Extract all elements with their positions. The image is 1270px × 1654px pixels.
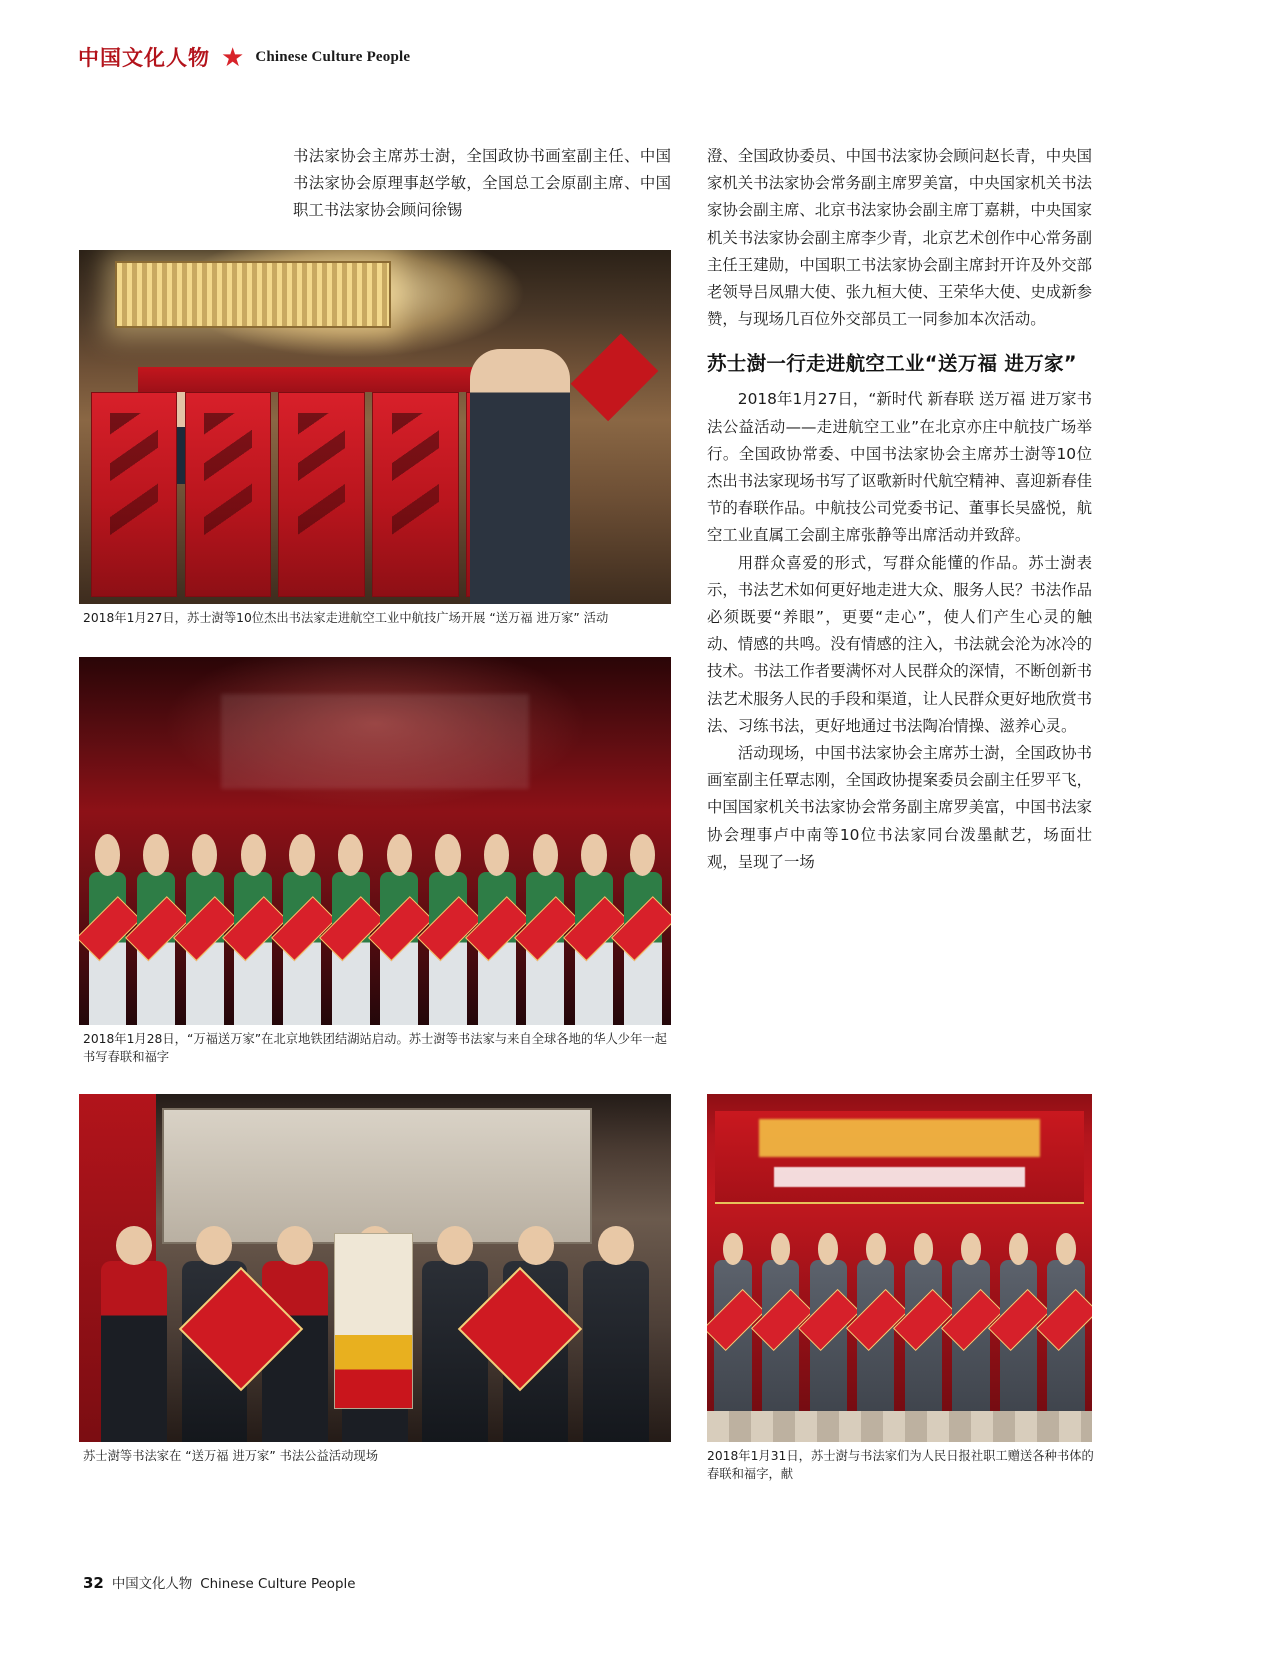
right-paragraph-4: 活动现场，中国书法家协会主席苏士澍，全国政协书画室副主任覃志刚，全国政协提案委员会副主任罗平飞，中国国家机关书法家协会常务副主席罗美富，中国书法家协会理事卢中南等10位书法家同台泼墨献艺，场面壮观，呈现了一场 (707, 744, 1092, 871)
star-icon: ★ (221, 42, 245, 72)
photo-detail-scroll (91, 392, 177, 597)
photo-writing-event (79, 250, 671, 604)
figure-subway-launch (79, 657, 671, 1025)
right-column (707, 143, 1092, 876)
photo-detail-child (328, 834, 373, 1025)
figure-caption: 2018年1月28日，“万福送万家”在北京地铁团结湖站启动。苏士澍等书法家与来自全球各地的华人少年一起书写春联和福字 (83, 1032, 667, 1064)
photo-detail-child (279, 834, 324, 1025)
photo-detail-child (377, 834, 422, 1025)
photo-detail-chinese-knot (571, 334, 659, 422)
section-heading: 苏士澍一行走进航空工业“送万福 进万家” (707, 352, 1077, 376)
figure-writing-event (79, 250, 671, 604)
page-number: 32 (83, 1574, 104, 1592)
photo-detail-child (425, 834, 470, 1025)
photo-detail-child (231, 834, 276, 1025)
right-paragraph-2: 2018年1月27日，“新时代 新春联 送万福 进万家书法公益活动——走进航空工业”在北京亦庄中航技广场举行。全国政协常委、中国书法家协会主席苏士澍等10位杰出书法家现场书写了讴歌新时代航空精神、喜迎新春佳节的春联作品。中航技公司党委书记、董事长吴盛悦，航空工业直属工会副主席张静等出席活动并致辞。 (707, 390, 1092, 545)
photo-detail-scroll (185, 392, 271, 597)
photo-detail-hanging-scroll (334, 1233, 413, 1409)
photo-detail-ceiling-light (115, 261, 391, 329)
photo-detail-banner-headline (759, 1119, 1040, 1157)
right-paragraph-3: 用群众喜爱的形式，写群众能懂的作品。苏士澍表示，书法艺术如何更好地走进大众、服务人民？书法作品必须既要“养眼”，更要“走心”，使人们产生心灵的触动、情感的共鸣。没有情感的注入，书法就会沦为冰冷的技术。书法工作者要满怀对人民群众的深情，不断创新书法艺术服务人民的手段和渠道，让人民群众更好地欣赏书法、习练书法，更好地通过书法陶冶情操、滋养心灵。 (707, 553, 1092, 735)
photo-detail-stage-banner (715, 1111, 1085, 1203)
figure-caption: 2018年1月27日，苏士澍等10位杰出书法家走进航空工业中航技广场开展 “送万福 进万家” 活动 (83, 611, 609, 625)
figure-public-welfare-scene (79, 1094, 671, 1442)
photo-detail-person (579, 1226, 654, 1442)
photo-detail-scroll (278, 392, 364, 597)
photo-detail-speaker (470, 349, 571, 604)
photo-detail-child (474, 834, 519, 1025)
photo-detail-child (523, 834, 568, 1025)
photo-detail-person (97, 1226, 172, 1442)
photo-detail-child (620, 834, 665, 1025)
masthead-cn-title: 中国文化人物 (78, 44, 210, 70)
footer-en-title: Chinese Culture People (200, 1577, 356, 1592)
photo-detail-scroll (372, 392, 458, 597)
photo-detail-floor (707, 1411, 1092, 1442)
photo-subway-launch (79, 657, 671, 1025)
figure-caption: 苏士澍等书法家在 “送万福 进万家” 书法公益活动现场 (83, 1449, 378, 1463)
masthead (78, 44, 410, 70)
figure-caption: 2018年1月31日，苏士澍与书法家们为人民日报社职工赠送各种书体的春联和福字，献 (707, 1449, 1094, 1481)
figure-peoples-daily (707, 1094, 1092, 1442)
photo-detail-child (571, 834, 616, 1025)
photo-detail-banner-subline (774, 1167, 1025, 1187)
photo-detail-child (134, 834, 179, 1025)
photo-detail-exhibition-wall (162, 1108, 592, 1244)
photo-detail-child (85, 834, 130, 1025)
right-paragraph-1: 澄、全国政协委员、中国书法家协会顾问赵长青，中央国家机关书法家协会常务副主席罗美富，中央国家机关书法家协会副主席、北京书法家协会副主席丁嘉耕，中央国家机关书法家协会副主席李少青，北京艺术创作中心常务副主任王建勋，中国职工书法家协会副主席封开许及外交部老领导吕凤鼎大使、张九桓大使、王荣华大使、史成新参赞，与现场几百位外交部员工一同参加本次活动。 (707, 147, 1092, 329)
photo-public-welfare-scene (79, 1094, 671, 1442)
left-lead-paragraph: 书法家协会主席苏士澍，全国政协书画室副主任、中国书法家协会原理事赵学敏，全国总工会原副主席、中国职工书法家协会顾问徐锡 (293, 147, 671, 220)
photo-detail-children-row (85, 834, 665, 1025)
photo-detail-child (182, 834, 227, 1025)
photo-detail-banner (138, 367, 481, 392)
masthead-en-title: Chinese Culture People (255, 48, 411, 65)
footer-cn-title: 中国文化人物 (111, 1577, 193, 1592)
photo-peoples-daily (707, 1094, 1092, 1442)
photo-detail-stage-backdrop (221, 694, 529, 790)
page-footer (83, 1573, 355, 1592)
